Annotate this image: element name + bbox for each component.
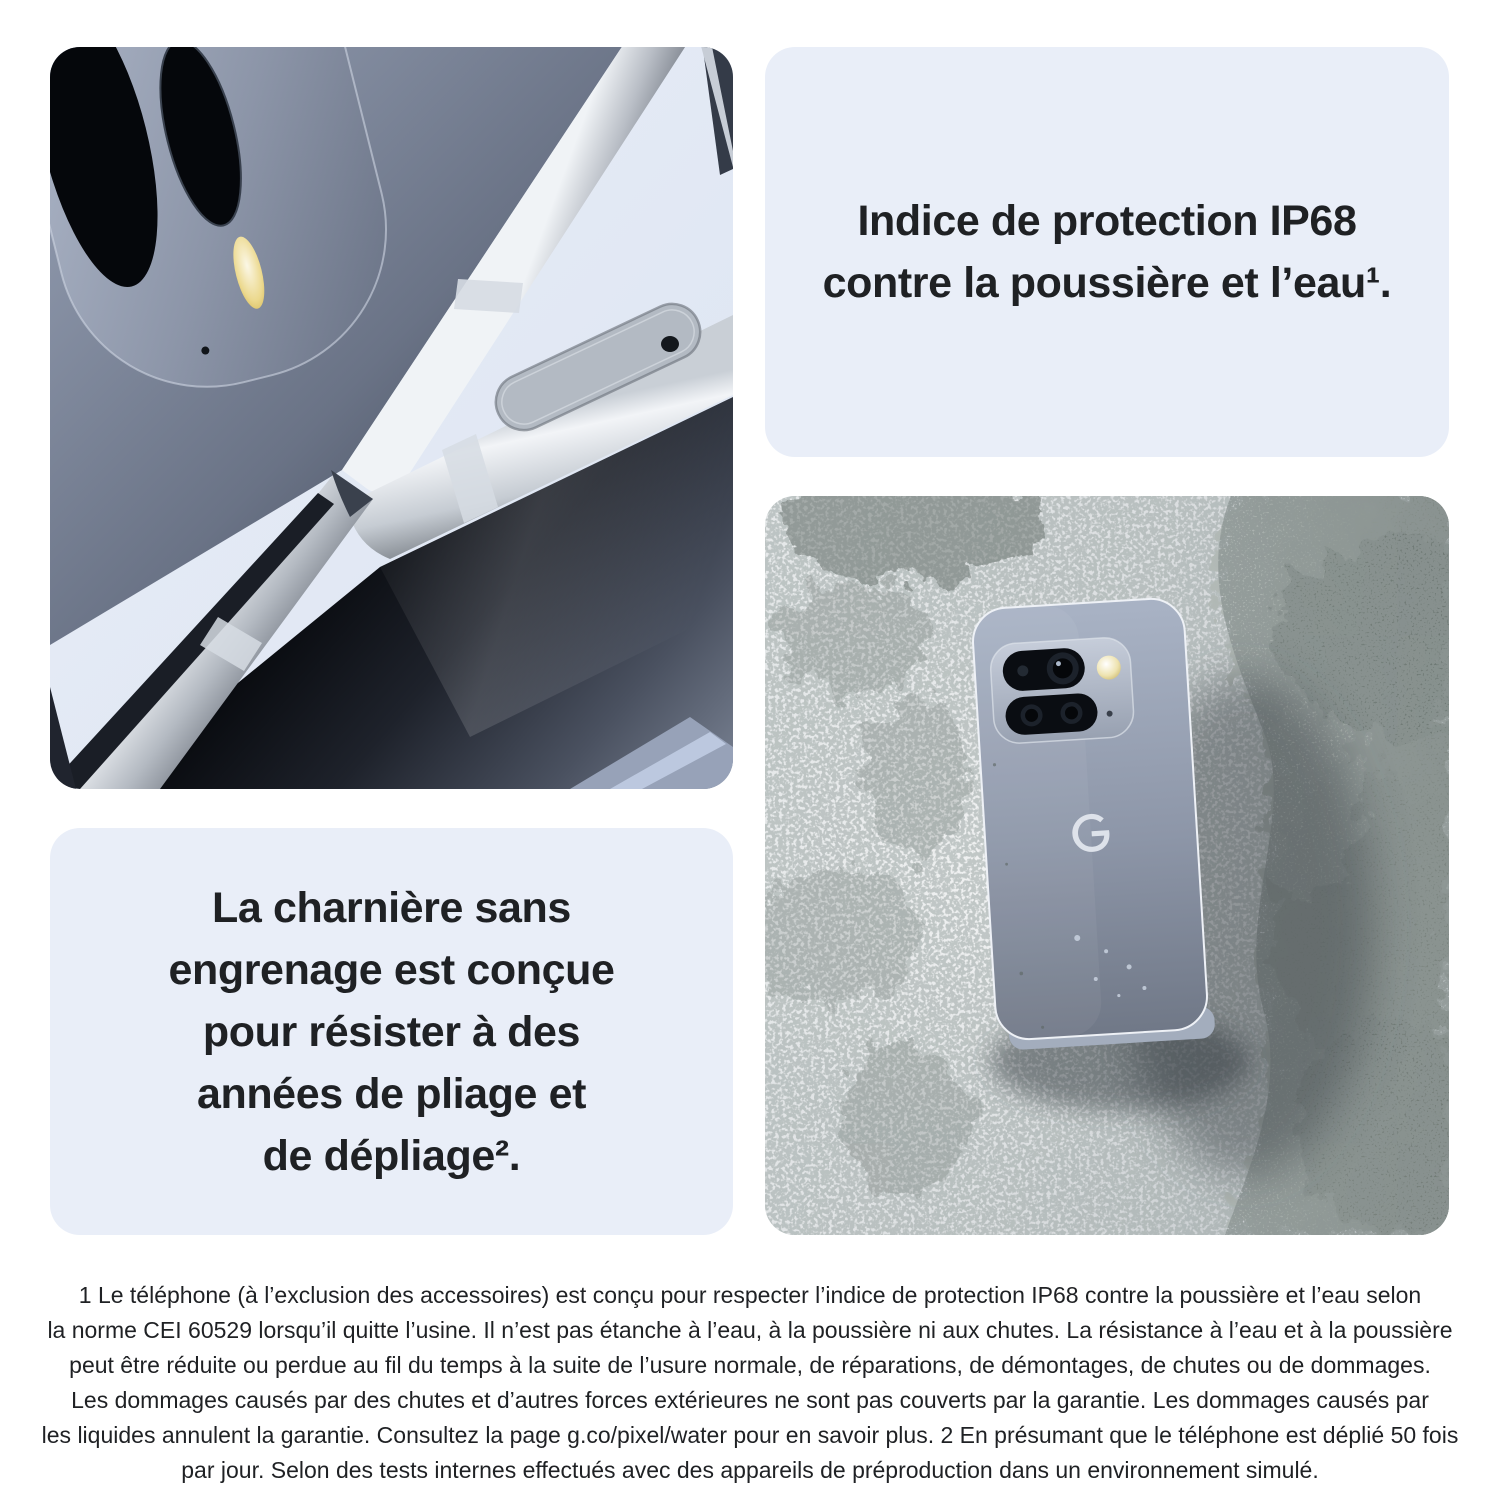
headline-line: de dépliage². bbox=[262, 1131, 521, 1180]
footnote-line: Les dommages causés par des chutes et d’autres forces extérieures ne sont pas couverts par la garantie. Les dommages causés par bbox=[71, 1387, 1429, 1413]
headline-line: La charnière sans bbox=[212, 883, 571, 932]
footnote-line: la norme CEI 60529 lorsqu’il quitte l’usine. Il n’est pas étanche à l’eau, à la poussière ni aux chutes. La résistance à l’eau et à la poussière bbox=[47, 1317, 1453, 1343]
phone-in-dust-photo bbox=[765, 496, 1449, 1235]
ip68-headline bbox=[823, 190, 1392, 314]
footnote-line: les liquides annulent la garantie. Consultez la page g.co/pixel/water pour en savoir plus. 2 En présumant que le téléphone est déplié 50 fois bbox=[41, 1422, 1459, 1448]
hinge-closeup-photo bbox=[50, 47, 733, 789]
footnote-line: 1 Le téléphone (à l’exclusion des accessoires) est conçu pour respecter l’indice de protection IP68 contre la poussière et l’eau selon bbox=[78, 1282, 1422, 1308]
footnote-line: par jour. Selon des tests internes effectués avec des appareils de préproduction dans un environnement simulé. bbox=[181, 1457, 1319, 1483]
camera-module-icon bbox=[989, 636, 1135, 744]
pixel-phone bbox=[971, 597, 1216, 1051]
headline-line: pour résister à des bbox=[202, 1007, 581, 1056]
hinge-photo-card bbox=[50, 47, 733, 789]
sim-eject-hole bbox=[661, 336, 679, 352]
headline-line: engrenage est conçue bbox=[168, 945, 615, 994]
hinge-text-card bbox=[50, 828, 733, 1235]
footnote-line: peut être réduite ou perdue au fil du temps à la suite de l’usure normale, de réparations, de démontages, de chutes ou de dommages. bbox=[69, 1352, 1431, 1378]
antenna-band bbox=[454, 279, 523, 313]
ip68-text-card bbox=[765, 47, 1449, 457]
headline-line: Indice de protection IP68 bbox=[857, 197, 1357, 245]
headline-line: contre la poussière et l’eau¹. bbox=[822, 259, 1392, 307]
hinge-headline bbox=[168, 877, 614, 1187]
lens-pill bbox=[1004, 692, 1098, 736]
headline-line: années de pliage et bbox=[196, 1069, 587, 1118]
legal-footnote bbox=[0, 1278, 1500, 1488]
dust-photo-card bbox=[765, 496, 1449, 1235]
